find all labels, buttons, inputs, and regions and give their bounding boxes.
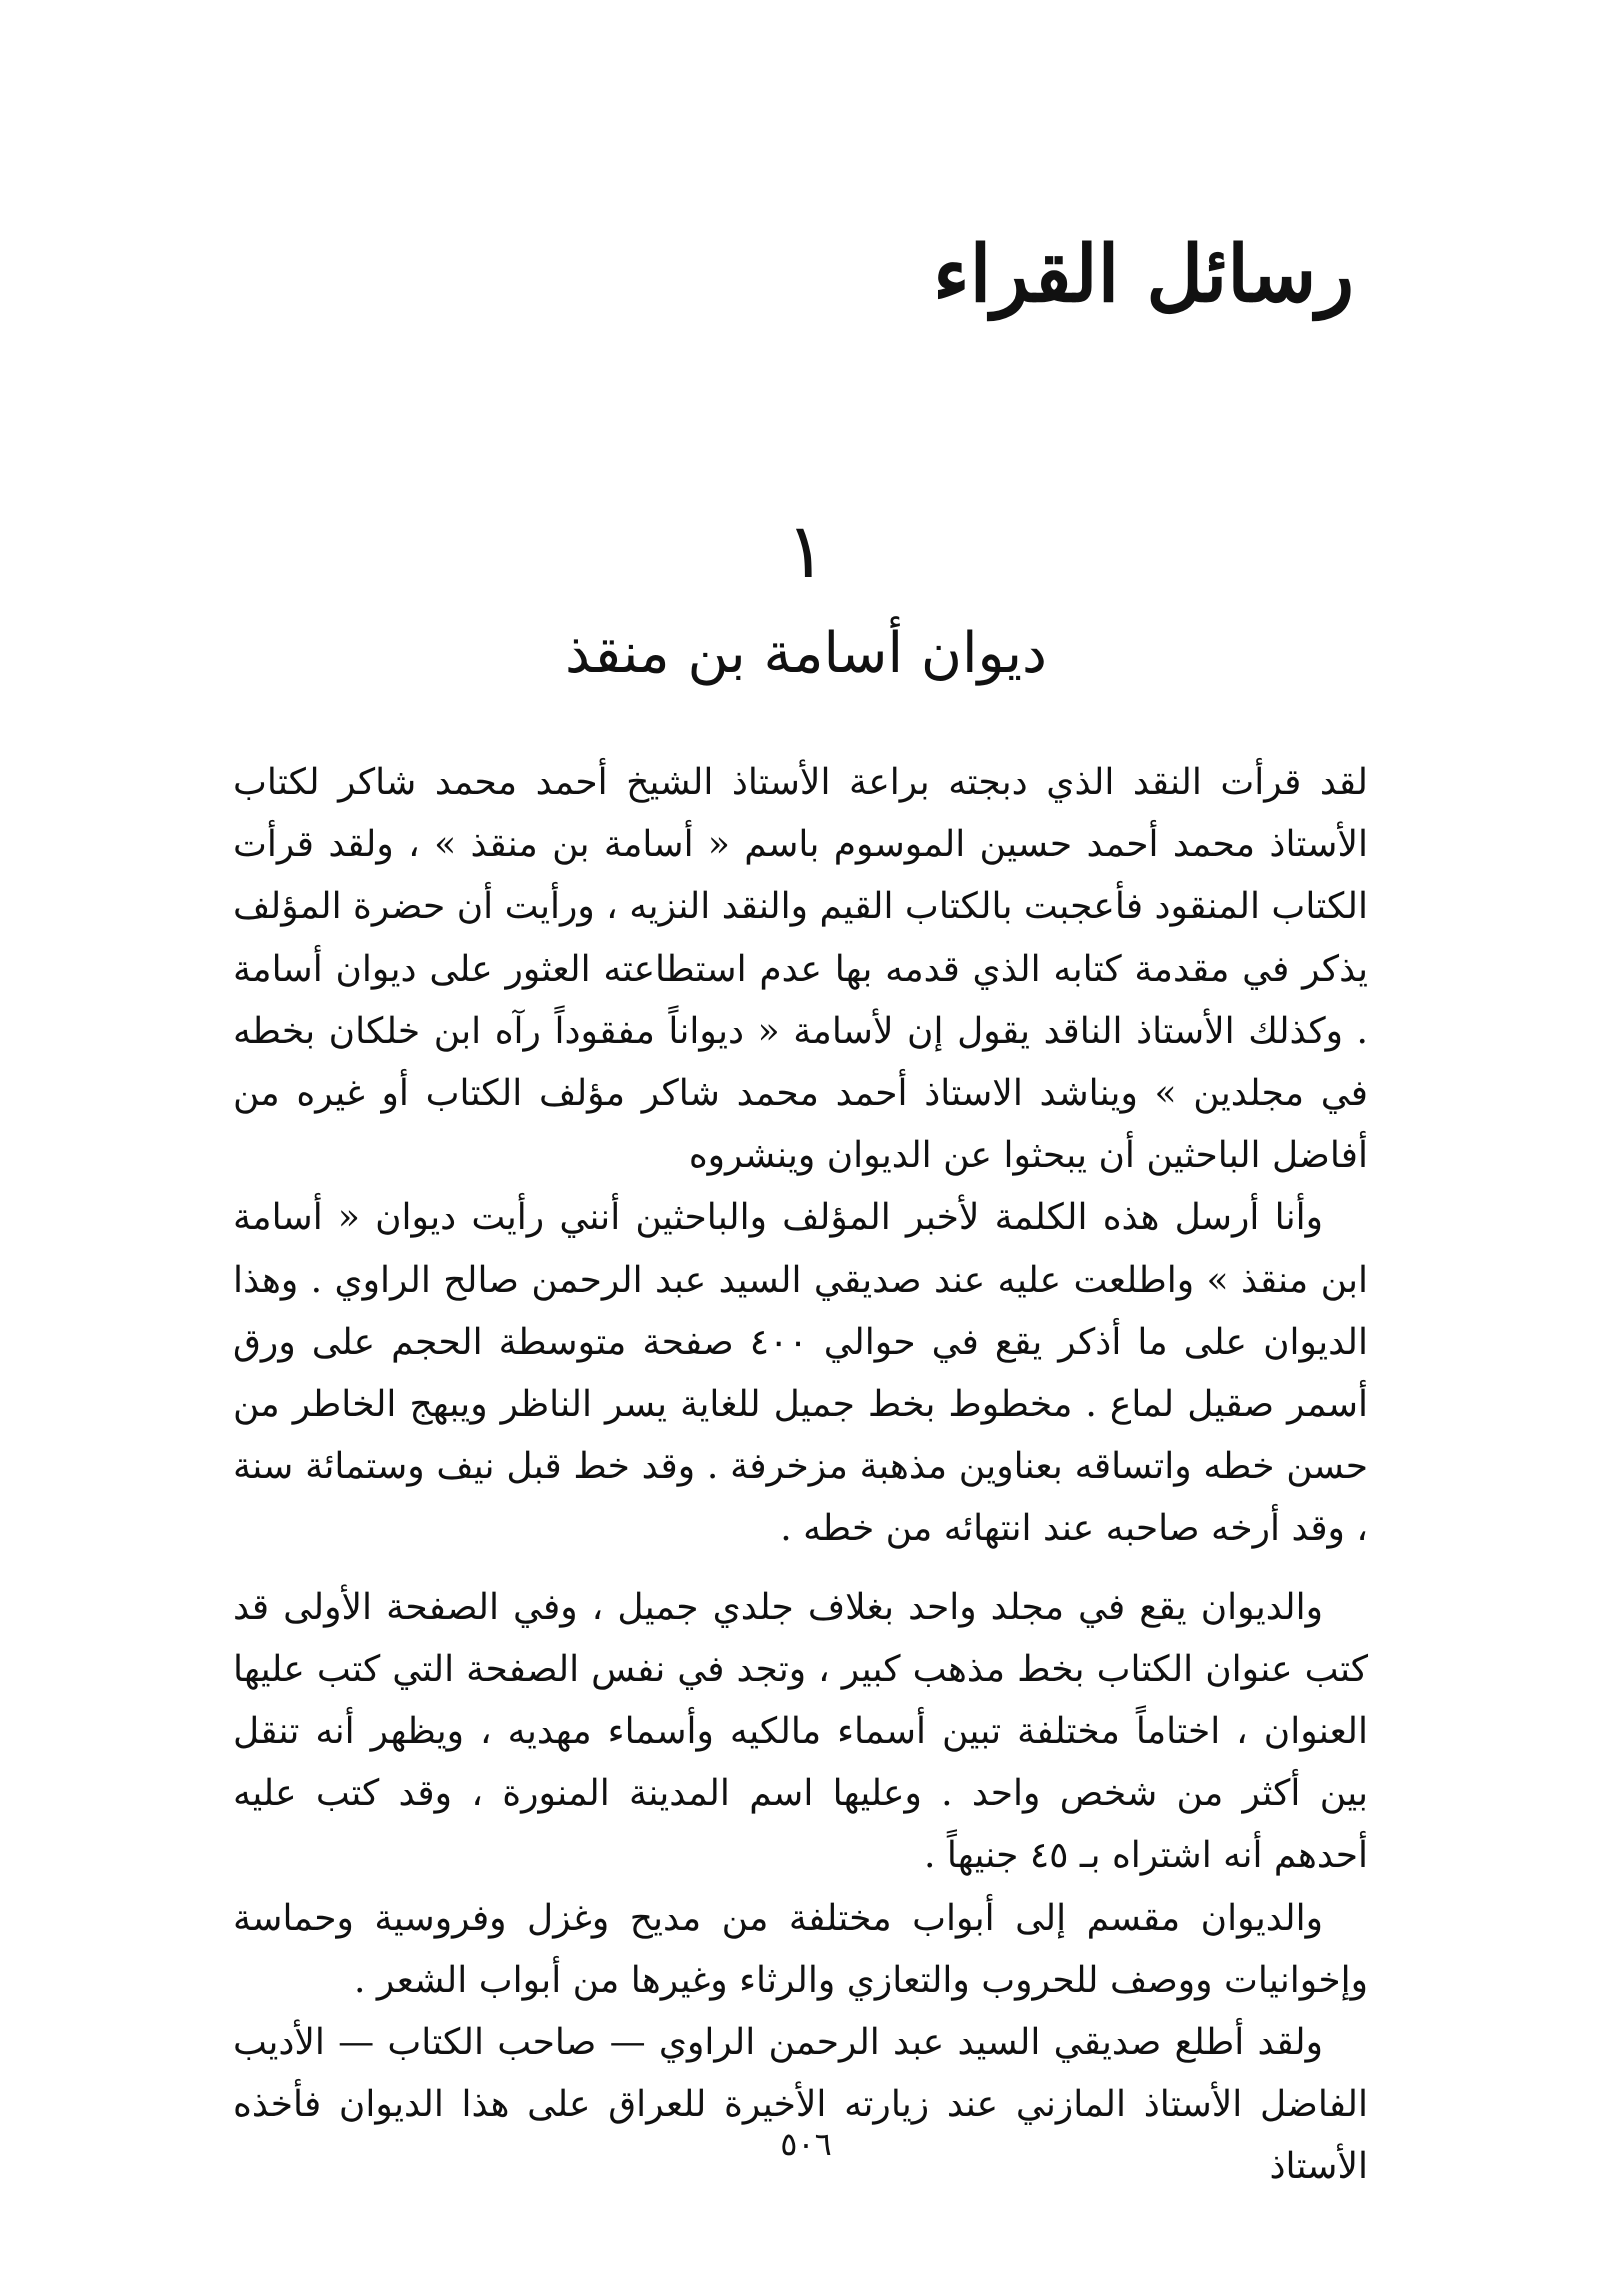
page-number: ٥٠٦	[780, 2125, 832, 2163]
paragraph: والديوان مقسم إلى أبواب مختلفة من مديح وغزل وفروسية وحماسة وإخوانيات ووصف للحروب والتعازي والرثاء وغيرها من أبواب الشعر .	[233, 1897, 1368, 2001]
article-body	[233, 752, 1368, 2199]
article-title: ديوان أسامة بن منقذ	[565, 621, 1047, 686]
paragraph: والديوان يقع في مجلد واحد بغلاف جلدي جميل ، وفي الصفحة الأولى قد كتب عنوان الكتاب بخط مذهب كبير ، وتجد في نفس الصفحة التي كتب عليها العنوان ، اختاماً مختلفة تبين أسماء مالكيه وأسماء مهديه ، ويظهر أنه تنقل بين أكثر من شخص واحد . وعليها اسم المدينة المنورة ، وقد كتب عليه أحدهم أنه اشتراه بـ ٤٥ جنيهاً .	[233, 1586, 1368, 1877]
section-heading: رسائل القراء	[932, 229, 1354, 320]
paragraph: ولقد أطلع صديقي السيد عبد الرحمن الراوي — صاحب الكتاب — الأديب الفاضل الأستاذ المازني عند زيارته الأخيرة للعراق على هذا الديوان فأخذه الأستاذ	[233, 2022, 1368, 2188]
paragraph: لقد قرأت النقد الذي دبجته براعة الأستاذ الشيخ أحمد محمد شاكر لكتاب الأستاذ محمد أحمد حسين الموسوم باسم « أسامة بن منقذ » ، ولقد قرأت الكتاب المنقود فأعجبت بالكتاب القيم والنقد النزيه ، ورأيت أن حضرة المؤلف يذكر في مقدمة كتابه الذي قدمه بها عدم استطاعته العثور على ديوان أسامة . وكذلك الأستاذ الناقد يقول إن لأسامة « ديواناً مفقوداً رآه ابن خلكان بخطه في مجلدين » ويناشد الاستاذ أحمد محمد شاكر مؤلف الكتاب أو غيره من أفاضل الباحثين أن يبحثوا عن الديوان وينشروه	[233, 762, 1368, 1177]
paragraph: وأنا أرسل هذه الكلمة لأخبر المؤلف والباحثين أنني رأيت ديوان « أسامة ابن منقذ » واطلعت عليه عند صديقي السيد عبد الرحمن صالح الراوي . وهذا الديوان على ما أذكر يقع في حوالي ٤٠٠ صفحة متوسطة الحجم على ورق أسمر صقيل لماع . مخطوط بخط جميل للغاية يسر الناظر ويبهج الخاطر من حسن خطه واتساقه بعناوين مذهبة مزخرفة . وقد خط قبل نيف وستمائة سنة ، وقد أرخه صاحبه عند انتهائه من خطه .	[233, 1197, 1369, 1550]
article-number: ١	[785, 506, 827, 595]
